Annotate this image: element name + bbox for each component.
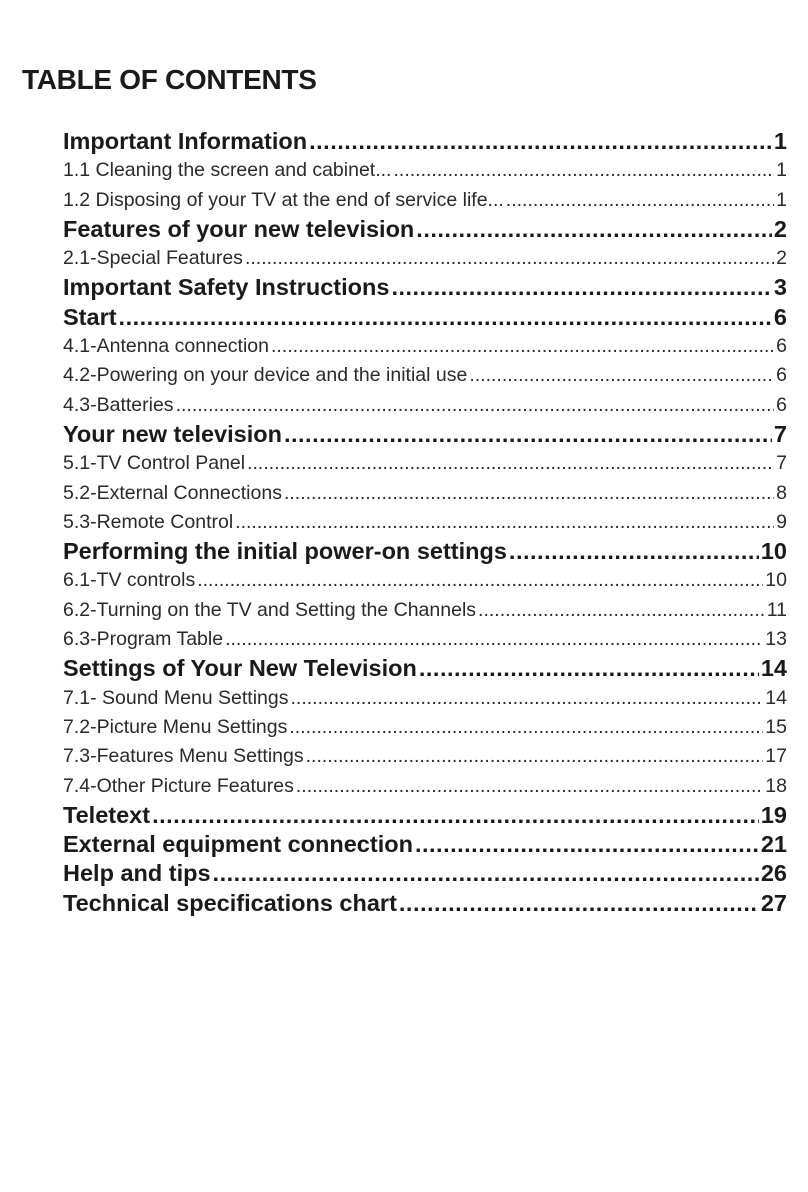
toc-subsection-entry[interactable]	[63, 244, 787, 273]
toc-page-number: 1	[773, 128, 787, 154]
toc-entry-label: Features of your new television	[63, 215, 415, 242]
toc-entry-label: 1.2 Disposing of your TV at the end of service life...	[63, 188, 504, 211]
toc-page-number: 13	[765, 628, 787, 651]
toc-entry-label: Technical specifications chart	[63, 889, 397, 916]
toc-page-number: 14	[760, 655, 787, 682]
dot-leader	[245, 244, 774, 273]
dot-leader	[225, 625, 763, 654]
toc-page-number: 7	[776, 452, 787, 475]
toc-page-number: 6	[776, 364, 787, 387]
toc-entry-label: 6.2-Turning on the TV and Setting the Channels	[63, 598, 477, 621]
dot-leader	[415, 830, 759, 859]
toc-entry-label: 7.4-Other Picture Features	[63, 774, 294, 797]
table-of-contents	[63, 127, 787, 918]
toc-entry-label: 6.1-TV controls	[63, 569, 196, 592]
toc-section-entry[interactable]	[63, 537, 787, 566]
toc-entry-label: Start	[63, 303, 117, 330]
toc-subsection-entry[interactable]	[63, 361, 787, 390]
dot-leader	[309, 127, 772, 156]
toc-subsection-entry[interactable]	[63, 742, 787, 771]
toc-page-number: 2	[776, 247, 787, 270]
dot-leader	[419, 654, 759, 683]
toc-page-number: 18	[765, 774, 787, 797]
page-title: TABLE OF CONTENTS	[22, 64, 317, 95]
toc-entry-label: 5.3-Remote Control	[63, 510, 234, 533]
toc-page-number: 1	[776, 188, 787, 211]
dot-leader	[306, 742, 764, 771]
toc-page-number: 26	[760, 860, 787, 887]
toc-section-entry[interactable]	[63, 830, 787, 859]
toc-section-entry[interactable]	[63, 273, 787, 302]
toc-subsection-entry[interactable]	[63, 186, 787, 215]
dot-leader	[469, 361, 774, 390]
toc-subsection-entry[interactable]	[63, 508, 787, 537]
dot-leader	[284, 420, 772, 449]
toc-entry-label: Your new television	[63, 420, 282, 447]
toc-entry-label: 5.2-External Connections	[63, 481, 282, 504]
dot-leader	[235, 508, 774, 537]
toc-section-entry[interactable]	[63, 889, 787, 918]
toc-entry-label: 1.1 Cleaning the screen and cabinet...	[63, 159, 392, 182]
dot-leader	[197, 566, 763, 595]
dot-leader	[289, 713, 763, 742]
toc-entry-label: 5.1-TV Control Panel	[63, 452, 246, 475]
toc-entry-label: Performing the initial power-on settings	[63, 538, 507, 565]
dot-leader	[416, 215, 772, 244]
dot-leader	[152, 801, 759, 830]
dot-leader	[296, 772, 763, 801]
toc-subsection-entry[interactable]	[63, 156, 787, 185]
toc-page-number: 27	[760, 889, 787, 916]
dot-leader	[391, 273, 771, 302]
toc-page-number: 9	[776, 510, 787, 533]
toc-entry-label: 7.2-Picture Menu Settings	[63, 715, 288, 738]
toc-subsection-entry[interactable]	[63, 713, 787, 742]
toc-page-number: 6	[776, 335, 787, 358]
dot-leader	[509, 537, 759, 566]
toc-entry-label: 7.3-Features Menu Settings	[63, 745, 304, 768]
toc-page-number: 21	[760, 831, 787, 858]
toc-page-number: 3	[773, 274, 787, 301]
toc-page-number: 19	[760, 801, 787, 828]
toc-subsection-entry[interactable]	[63, 479, 787, 508]
toc-entry-label: External equipment connection	[63, 831, 413, 858]
toc-page-number: 6	[776, 393, 787, 416]
dot-leader	[399, 889, 759, 918]
toc-section-entry[interactable]	[63, 303, 787, 332]
dot-leader	[247, 449, 774, 478]
toc-entry-label: 7.1- Sound Menu Settings	[63, 686, 289, 709]
dot-leader	[213, 859, 759, 888]
toc-subsection-entry[interactable]	[63, 332, 787, 361]
dot-leader	[290, 684, 763, 713]
toc-subsection-entry[interactable]	[63, 625, 787, 654]
toc-page-number: 6	[773, 303, 787, 330]
toc-subsection-entry[interactable]	[63, 449, 787, 478]
toc-page-number: 7	[773, 420, 787, 447]
toc-subsection-entry[interactable]	[63, 566, 787, 595]
toc-entry-label: Help and tips	[63, 860, 211, 887]
toc-page-number: 8	[776, 481, 787, 504]
toc-page-number: 10	[765, 569, 787, 592]
toc-section-entry[interactable]	[63, 654, 787, 683]
toc-entry-label: 4.1-Antenna connection	[63, 335, 269, 358]
toc-entry-label: 2.1-Special Features	[63, 247, 243, 270]
toc-entry-label: 4.3-Batteries	[63, 393, 174, 416]
toc-subsection-entry[interactable]	[63, 596, 787, 625]
toc-section-entry[interactable]	[63, 215, 787, 244]
toc-entry-label: Teletext	[63, 801, 151, 828]
toc-entry-label: Important Information	[63, 128, 308, 154]
toc-section-entry[interactable]	[63, 859, 787, 888]
dot-leader	[506, 186, 774, 215]
toc-page-number: 14	[765, 686, 787, 709]
dot-leader	[119, 303, 772, 332]
toc-page-number: 2	[773, 215, 787, 242]
dot-leader	[393, 156, 774, 185]
dot-leader	[284, 479, 774, 508]
toc-page-number: 1	[776, 159, 787, 182]
dot-leader	[176, 391, 775, 420]
toc-section-entry[interactable]	[63, 801, 787, 830]
toc-entry-label: 6.3-Program Table	[63, 628, 224, 651]
toc-page-number: 17	[765, 745, 787, 768]
toc-subsection-entry[interactable]	[63, 684, 787, 713]
toc-page-number: 10	[760, 538, 787, 565]
dot-leader	[478, 596, 765, 625]
toc-section-entry[interactable]	[63, 127, 787, 156]
toc-section-entry[interactable]	[63, 420, 787, 449]
toc-entry-label: Important Safety Instructions	[63, 274, 390, 301]
toc-page-number: 11	[766, 598, 787, 621]
toc-subsection-entry[interactable]	[63, 772, 787, 801]
toc-entry-label: Settings of Your New Television	[63, 655, 417, 682]
dot-leader	[271, 332, 774, 361]
toc-entry-label: 4.2-Powering on your device and the initial use	[63, 364, 468, 387]
toc-page-number: 15	[765, 715, 787, 738]
toc-subsection-entry[interactable]	[63, 391, 787, 420]
